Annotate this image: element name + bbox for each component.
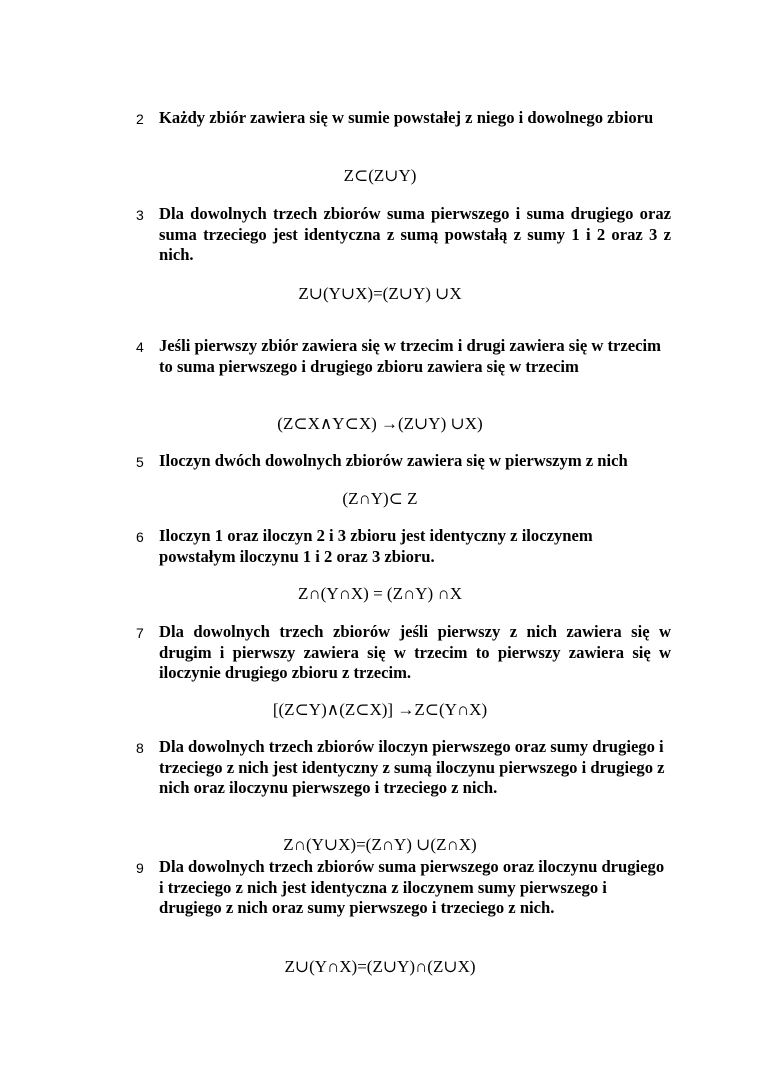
item-formula: (Z⊂X∧Y⊂X) →(Z∪Y) ∪X) xyxy=(277,414,483,433)
item-text: Dla dowolnych trzech zbiorów jeśli pierwszy z nich zawiera się w drugim i pierwszy zawiera się w trzecim to pierwszy zawiera się w iloczynie drugiego zbioru z trzecim. xyxy=(159,622,671,682)
item-formula: Z∪(Y∩X)=(Z∪Y)∩(Z∪X) xyxy=(284,957,476,976)
item-text: Jeśli pierwszy zbiór zawiera się w trzecim i drugi zawiera się w trzecim to suma pierwszego i drugiego zbioru zawiera się w trzecim xyxy=(159,336,661,376)
item-text: Iloczyn 1 oraz iloczyn 2 i 3 zbioru jest identyczny z iloczynem powstałym iloczynu 1 i 2 oraz 3 zbioru. xyxy=(159,526,593,566)
item-formula: (Z∩Y)⊂ Z xyxy=(342,489,418,508)
item-number: 5 xyxy=(136,454,144,470)
item-text: Każdy zbiór zawiera się w sumie powstałej z niego i dowolnego zbioru xyxy=(159,108,654,127)
item-number: 8 xyxy=(136,740,144,756)
item-text: Dla dowolnych trzech zbiorów iloczyn pierwszego oraz sumy drugiego i trzeciego z nich jest identyczny z sumą iloczynu pierwszego i drugiego z nich oraz iloczynu pierwszego i trzeciego z nich. xyxy=(159,737,665,797)
item-number: 7 xyxy=(136,625,144,641)
item-text: Dla dowolnych trzech zbiorów suma pierwszego i suma drugiego oraz suma trzeciego jest identyczna z sumą powstałą z sumy 1 i 2 oraz 3 z nich. xyxy=(159,204,671,264)
item-formula: Z∩(Y∩X) = (Z∩Y) ∩X xyxy=(298,584,462,603)
item-number: 9 xyxy=(136,860,144,876)
item-formula: Z∩(Y∪X)=(Z∩Y) ∪(Z∩X) xyxy=(283,835,477,854)
item-formula: Z⊂(Z∪Y) xyxy=(343,166,417,185)
item-number: 4 xyxy=(136,339,144,355)
item-formula: [(Z⊂Y)∧(Z⊂X)] →Z⊂(Y∩X) xyxy=(272,700,488,719)
item-number: 3 xyxy=(136,207,144,223)
item-number: 6 xyxy=(136,529,144,545)
item-number: 2 xyxy=(136,111,144,127)
item-formula: Z∪(Y∪X)=(Z∪Y) ∪X xyxy=(298,284,462,303)
item-text: Dla dowolnych trzech zbiorów suma pierwszego oraz iloczynu drugiego i trzeciego z nich jest identyczna z iloczynem sumy pierwszego i drugiego z nich oraz sumy pierwszego i trzeciego z nich. xyxy=(159,857,665,917)
item-text: Iloczyn dwóch dowolnych zbiorów zawiera się w pierwszym z nich xyxy=(159,451,628,470)
